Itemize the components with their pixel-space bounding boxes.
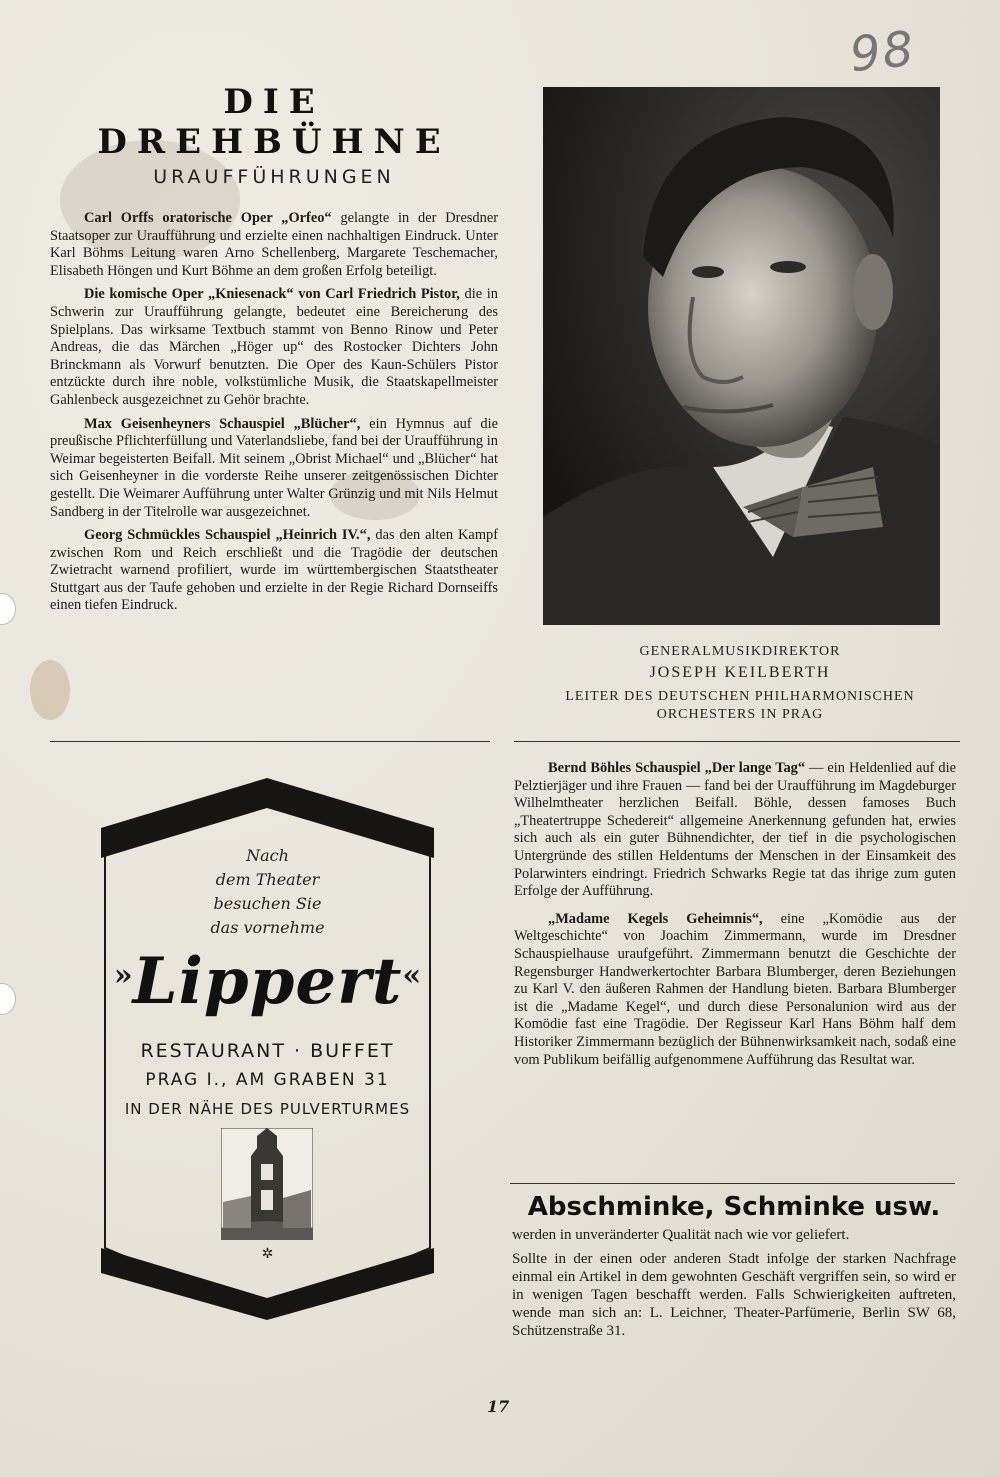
subhead: URAUFFÜHRUNGEN: [153, 166, 395, 188]
punch-hole: [0, 983, 16, 1015]
abschminke-title: Abschminke, Schminke usw.: [527, 1192, 941, 1222]
caption-line: GENERALMUSIKDIREKTOR: [639, 644, 841, 659]
divider-right: [514, 741, 960, 742]
abschminke-p2: Sollte in der einen oder anderen Stadt infolge der starken Nachfrage einmal ein Artikel in dem gewohnten Geschäft vergriffen sein, so wird er in wenigen Tagen beschafft werden. Falls Schwierigkeiten auftreten, wende man sich an: L. Leichner, Theater-Parfümerie, Berlin SW 68, Schützenstraße 31.: [512, 1251, 956, 1339]
article-orfeo: Carl Orffs oratorische Oper „Orfeo“ gelangte in der Dresdner Staatsoper zur Uraufführung und erzielte einen nachhaltigen Eindruck. Unter Karl Böhms Leitung waren Arno Schellenberg, Margarete Teschemacher, Elisabeth Höngen und Kurt Böhme an dem großen Erfolg beteiligt.: [50, 210, 498, 279]
article-madame-kegel: „Madame Kegels Geheimnis“, eine „Komödie aus der Weltgeschichte“ von Joachim Zimmermann, wurde im Dresdner Schauspielhause uraufgeführt. Zimmermann benutzt die Geschichte der Regensburger Handwerkertochter Barbara Blumberger, deren Beziehungen zu Karl V. den äußeren Rahmen der Handlung bieten. Barbara Blumberger ist die „Madame Kegel“, und durch diese Personalunion wird aus der Komödie fast eine Tragödie. Der Regisseur Karl Hans Böhm half dem Historiker Zimmermann bezüglich der Bühnenwirksamkeit nach, sodaß eine vom Publikum beifällig aufgenommene Aufführung das Resultat war.: [514, 910, 956, 1068]
portrait-image: [543, 87, 940, 625]
ad-guillemet-right: «: [402, 958, 422, 993]
punch-hole: [0, 593, 16, 625]
caption-line: ORCHESTERS IN PRAG: [656, 707, 824, 722]
lippert-advertisement: [97, 778, 438, 1320]
left-column: [50, 82, 498, 621]
ad-near: IN DER NÄHE DES PULVERTURMES: [124, 1100, 411, 1118]
ad-brand-name: Lippert: [132, 944, 403, 1019]
article-kniesenack: Die komische Oper „Kniesenack“ von Carl Friedrich Pistor, die in Schwerin zur Uraufführung gelangte, bedeutet eine Bereicherung des Spielplans. Das wirksame Textbuch stammt von Benno Rinow und Peter Andreas, die das Märchen „Höger up“ des Rostocker Dichters John Brinckmann als Vorwurf benutzten. Die Oper des Kaun-Schülers Pistor entzückte durch ihre noble, volkstümliche Musik, die Staatskapellmeister Gahlenbeck ausgezeichnet zu Gehör brachte.: [50, 286, 498, 408]
ad-guillemet-left: »: [113, 958, 133, 993]
abschminke-p1: werden in unveränderter Qualität nach wie vor geliefert.: [512, 1227, 850, 1243]
photo-caption: [540, 643, 940, 724]
portrait-photo: [543, 87, 940, 625]
divider-left: [50, 741, 490, 742]
handwritten-note: 98: [847, 20, 918, 84]
divider-abschminke: [510, 1183, 955, 1184]
page-number: 17: [487, 1397, 510, 1416]
right-column: [514, 760, 956, 1075]
paper-stain: [30, 660, 70, 720]
masthead: DIE DREHBÜHNE: [97, 82, 451, 162]
ad-restaurant: RESTAURANT · BUFFET: [140, 1040, 395, 1062]
article-der-lange-tag: Bernd Böhles Schauspiel „Der lange Tag“ — ein Heldenlied auf die Pelztierjäger und ihre Frauen — fand bei der Uraufführung im Magdeburger Wilhelmtheater herzlichen Beifall. Böhle, dessen famoses Buch „Theatertruppe Schedereit“ allgemeine Anerkennung gefunden hat, erwies sich auch als ein guter Bühnendichter, der tief in die psychologischen Untergründe des stillen Heldentums der Menschen in der Einsamkeit des Polarwinters eindringt. Friedrich Schwarks Regie tat das ihrige zum guten Erfolge der Aufführung.: [514, 760, 956, 900]
ad-ornament-icon: ✲: [261, 1246, 274, 1262]
article-bluecher: Max Geisenheyners Schauspiel „Blücher“, ein Hymnus auf die preußische Pflichterfüllung und Vaterlandsliebe, fand bei der Uraufführung in Weimar begeisterten Beifall. Mit seinem „Obrist Michael“ und „Blücher“ hat sich Geisenheyner in die vorderste Reihe unserer zeitgenössischen Dichter gestellt. Die Weimarer Aufführung unter Walter Grünzig und mit Nils Helmut Sandberg in der Titelrolle war ausgezeichnet.: [50, 415, 498, 520]
ad-address: PRAG I., AM GRABEN 31: [145, 1070, 390, 1090]
abschminke-notice: [512, 1192, 956, 1346]
caption-name: JOSEPH KEILBERTH: [649, 664, 831, 681]
ad-slogan: Nach dem Theater besuchen Sie das vornehme: [210, 846, 325, 937]
powder-tower-icon: [221, 1128, 313, 1240]
ad-brand: [97, 944, 438, 1019]
article-heinrich: Georg Schmückles Schauspiel „Heinrich IV.“, das den alten Kampf zwischen Rom und Reich erschließt und die Tragödie der deutschen Zwietracht warnend profiliert, wurde im württembergischen Staatstheater Stuttgart aus der Taufe gehoben und erzielte in der Regie Richard Dornseiffs einen tiefen Eindruck.: [50, 527, 499, 614]
caption-line: LEITER DES DEUTSCHEN PHILHARMONISCHEN: [565, 689, 915, 704]
